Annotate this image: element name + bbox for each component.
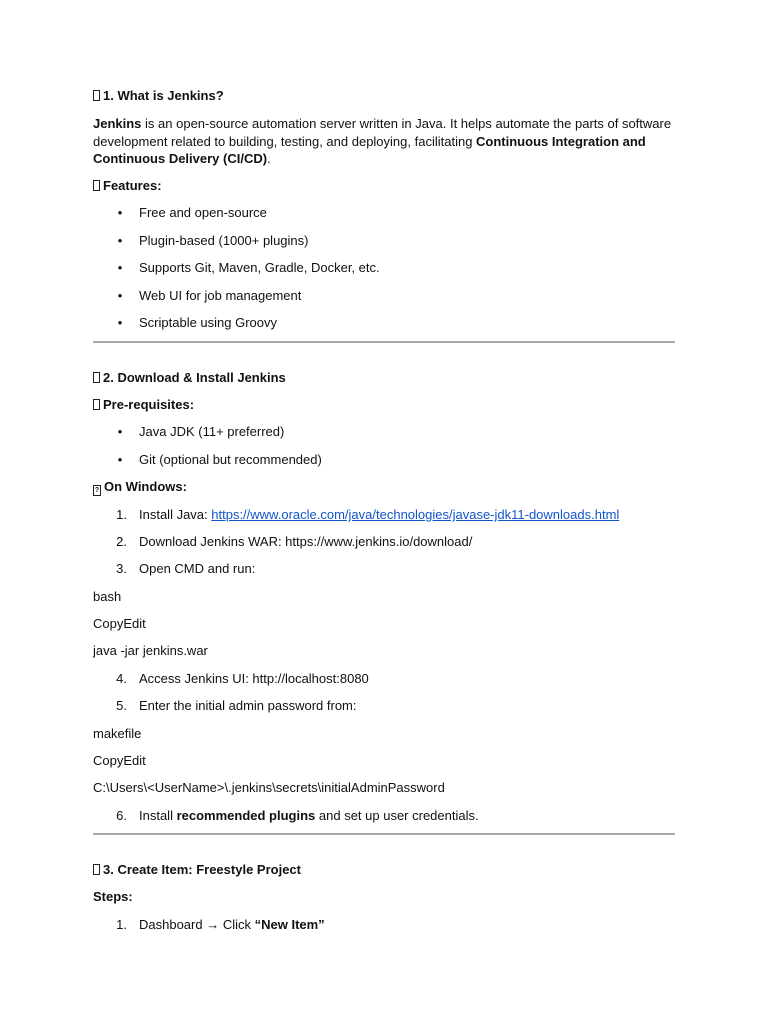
code-line: java -jar jenkins.war — [93, 643, 208, 658]
bullet-icon: • — [117, 288, 123, 303]
code-language-label: bash — [93, 589, 122, 604]
bullet-icon: • — [117, 452, 123, 467]
prerequisites-heading: Pre-requisites: — [93, 396, 678, 414]
horizontal-divider — [93, 341, 675, 343]
bullet-icon: • — [117, 260, 123, 275]
steps-heading: Steps: — [93, 889, 133, 904]
bullet-icon: • — [117, 315, 123, 330]
copy-edit-label[interactable]: CopyEdit — [93, 753, 146, 768]
java-download-link[interactable]: https://www.oracle.com/java/technologies/javase-jdk11-downloads.html — [211, 507, 620, 522]
intro-paragraph: Jenkins is an open-source automation server written in Java. It helps automate the parts of software development related to building, testing, and deploying, facilitating Continuous Integration and Continuous Delivery (CI/CD). — [93, 116, 672, 166]
bullet-icon: • — [117, 424, 123, 439]
code-line: C:\Users\<UserName>\.jenkins\secrets\initialAdminPassword — [93, 780, 445, 795]
section-1-heading: 1. What is Jenkins? — [93, 87, 678, 105]
missing-glyph-icon — [93, 90, 100, 101]
section-2-heading: 2. Download & Install Jenkins — [93, 369, 678, 387]
copy-edit-label[interactable]: CopyEdit — [93, 616, 146, 631]
unknown-glyph-icon: ? — [94, 487, 100, 494]
missing-glyph-icon — [93, 372, 100, 383]
bullet-icon: • — [117, 233, 123, 248]
bullet-icon: • — [117, 205, 123, 220]
section-3-heading: 3. Create Item: Freestyle Project — [93, 861, 678, 879]
missing-glyph-icon — [93, 180, 100, 191]
document-page: 1. What is Jenkins? Jenkins is an open-source automation server written in Java. It helps automate the parts of software development related to building, testing, and deploying, facilitating Continuous Integration and Continuous Delivery (CI/CD). Features: • Free and open-source • Plugin-based (1000+ plugins) • Supports Git, Maven, Gradle, Docker, etc. • Web UI for job management • Scriptable using Groovy 2. Download & Install Jenkins Pre-requisites: • Java JDK (11+ preferred) • Git (optional but recommended) ? On Windows: 1. Install Java: https://www.oracle.com/java/technologies/javase-jdk11-downloads.html 2. Download Jenkins WAR: https://www.jenkins.io/download/ 3. Open CMD and run: bash CopyEdit java -jar jenkins.war 4. Access Jenkins UI: http://localhost:8080 5. Enter the initial admin password from: makefile CopyEdit C:\Users\<UserName>\.jenkins\secrets\initialAdminPassword 6. Install recommended plugins and set up user credentials. 3. Create Item: Freestyle Project Steps: 1. Dashboard → Click “New Item” — [0, 0, 768, 1024]
windows-heading: ? On Windows: — [94, 479, 187, 494]
missing-glyph-icon — [93, 399, 100, 410]
features-heading: Features: — [93, 177, 678, 195]
code-language-label: makefile — [93, 726, 142, 741]
missing-glyph-icon — [93, 864, 100, 875]
horizontal-divider — [93, 833, 675, 835]
